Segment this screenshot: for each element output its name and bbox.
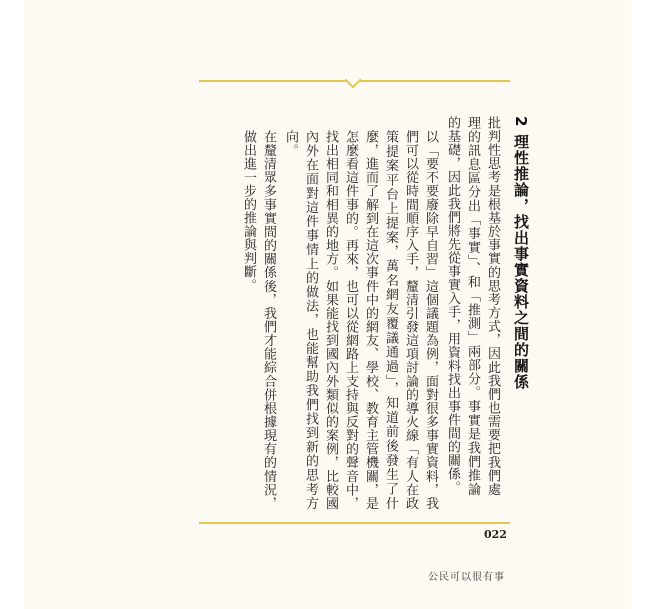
top-divider-left bbox=[199, 80, 349, 82]
book-page bbox=[24, 0, 631, 609]
top-divider-notch bbox=[345, 72, 362, 89]
paragraph-3: 在釐清眾多事實間的關係後，我們才能綜合併根據現有的情況，做出進一步的推論與判斷。 bbox=[241, 130, 276, 510]
paragraph-1: 批判性思考是根基於事實的思考方式，因此我們也需要把我們處理的訊息區分出「事實」、和「推測」兩部分。事實是我們推論的基礎，因此我們將先從事實入手，用資料找出事件間的關係。 bbox=[445, 116, 500, 496]
bottom-divider bbox=[199, 522, 510, 524]
top-divider-right bbox=[360, 80, 510, 82]
page-number: 022 bbox=[484, 528, 507, 541]
section-heading: 2 理性推論，找出事實資料之間的關係 bbox=[512, 116, 530, 390]
book-title: 公民可以很有事 bbox=[428, 572, 505, 583]
vertical-text-block bbox=[210, 116, 530, 518]
paragraph-2: 以「要不要廢除早自習」這個議題為例，面對很多事實資料，我們可以從時間順序入手，釐清引發這項討論的導火線「有人在政策提案平台上提案，萬名網友覆議通過」，知道前後發生了什麼，進而了解到在這次事件中的網友、學校、教育主管機關，是怎麼看這件事的。再來，也可以從網路上支持與反對的聲音中，找出相同和相異的地方。如果能找到國內外類似的案例，比較國內外在面對這件事情上的做法，也能幫助我們找到新的思考方向。 bbox=[283, 130, 438, 510]
